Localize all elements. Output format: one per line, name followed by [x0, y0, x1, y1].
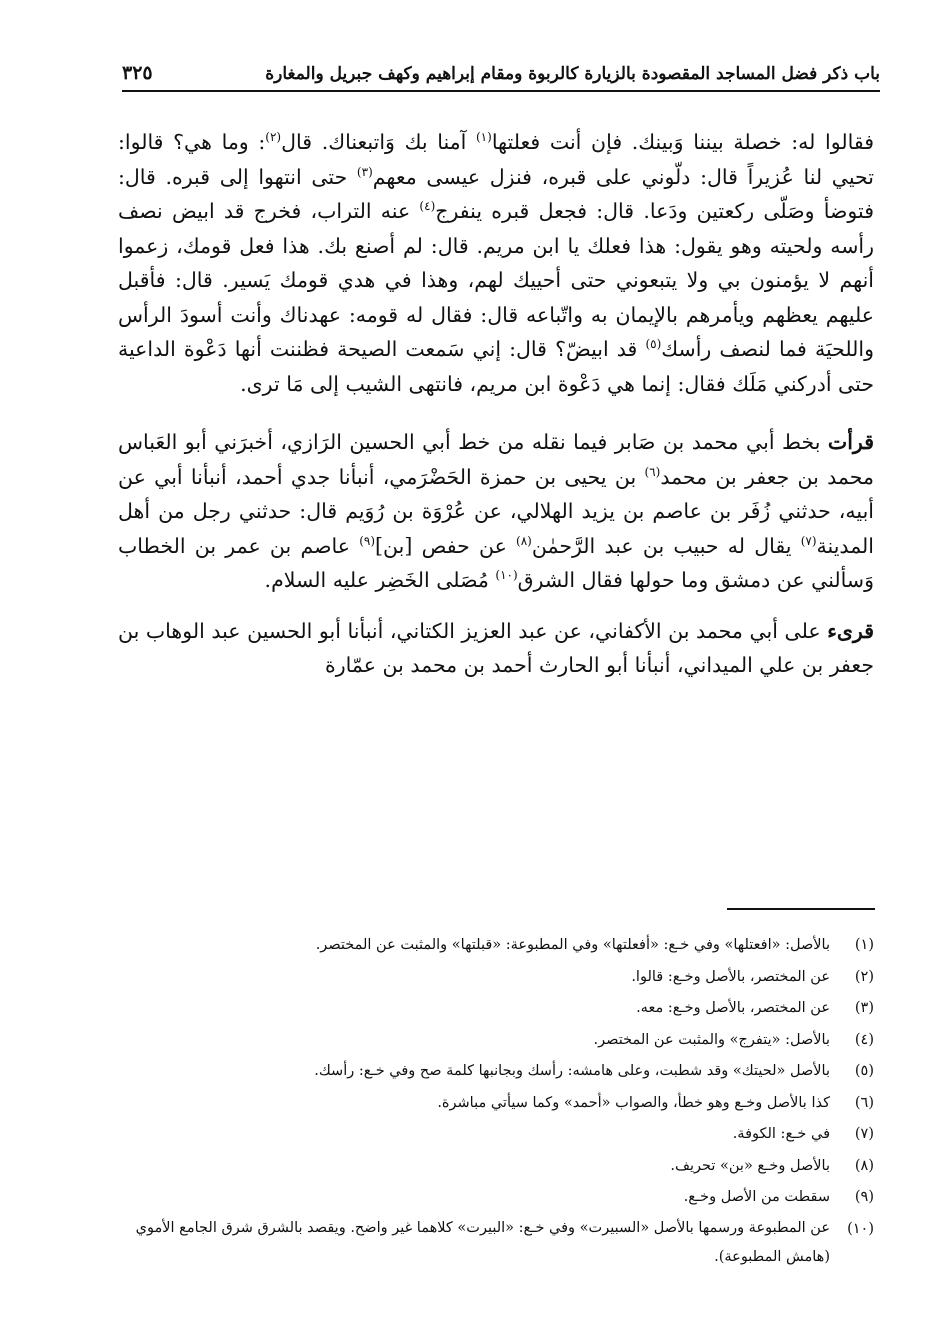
- footnote-ref: (٦): [644, 464, 661, 479]
- text-run: عن حفص [بن]: [375, 533, 517, 558]
- footnote-ref: (٧): [800, 533, 817, 548]
- footnote-ref: (٣): [356, 164, 373, 179]
- footnote-number: (١): [854, 937, 874, 953]
- footnote-item: [118, 962, 874, 994]
- paragraph-3: [118, 614, 874, 683]
- footnote-item: [118, 1025, 874, 1057]
- text-run: فقالوا له: خصلة بيننا وَبينك. فإن أنت فعلتها: [491, 130, 874, 154]
- footnote-item: [118, 1119, 874, 1151]
- footnote-number: (٥): [854, 1063, 874, 1079]
- text-run: عاصم بن عمر بن الخطاب وَسألني عن دمشق وما حولها فقال الشرق: [118, 533, 874, 592]
- page-number: ٣٢٥: [122, 62, 153, 84]
- footnote-ref: (٨): [516, 533, 532, 548]
- text-run: يقال له حبيب بن عبد الرَّحمٰن: [531, 533, 801, 558]
- main-text: [118, 125, 874, 699]
- footnote-item: [118, 993, 874, 1025]
- paragraph-1: [118, 125, 874, 401]
- footnote-number: (٢): [854, 968, 874, 985]
- footnote-number: (٩): [854, 1189, 874, 1205]
- text-run: على أبي محمد بن الأكفاني، عن عبد العزيز الكتاني، أنبأنا أبو الحسين عبد الوهاب بن جعفر بن علي الميداني، أنبأنا أبو الحارث أحمد بن محمد بن عمّارة: [118, 618, 874, 677]
- footnote-ref: (٩): [359, 533, 376, 548]
- footnote-ref: (٢): [265, 130, 282, 145]
- paragraph-lead-word: قرأت: [827, 430, 874, 454]
- text-run: حتى انتهوا إلى قبره. قال: فتوضأ وصَلّى ركعتين ودَعا. قال: فجعل قبره ينفرج: [118, 164, 874, 223]
- footnote-number: (٨): [854, 1157, 874, 1174]
- chapter-title: باب ذكر فضل المساجد المقصودة بالزيارة كالربوة ومقام إبراهيم وكهف جبريل والمغارة: [265, 64, 880, 84]
- footnote-text: بالأصل وخـع «بن» تحريف.: [670, 1157, 830, 1174]
- footnote-item: [118, 930, 874, 962]
- text-run: آمنا بك وَاتبعناك. قال: [281, 130, 476, 154]
- footnote-text: بالأصل: «يتفرج» والمثبت عن المختصر.: [593, 1031, 830, 1048]
- footnote-text: عن المطبوعة ورسمها بالأصل «السبيرت» وفي خـع: «البيرت» كلاهما غير واضح. ويقصد بالشرق شرق الجامع الأموي (هامش المطبوعة).: [135, 1219, 830, 1265]
- footnote-ref: (١): [475, 130, 492, 145]
- footnote-text: بالأصل «لحيتك» وقد شطبت، وعلى هامشه: رأسك وبجانبها كلمة صح وفي خـع: رأسك.: [314, 1063, 830, 1079]
- text-run: بن يحيى بن حمزة الحَضْرَمي، أنبأنا جدي أحمد، أنبأنا أبي عن أبيه، حدثني زُفَر بن عاصم بن يزيد الهلالي، عن عُرْوَة بن رُوَيم قال: حدثني رجل من أهل المدينة: [118, 464, 874, 558]
- footnotes-section: [118, 930, 874, 1272]
- text-run: بخط أبي محمد بن صَابر فيما نقله من خط أبي الحسين الرَازي، أخبرَني أبو العَباس محمد بن جعفر بن محمد: [118, 430, 874, 489]
- footnote-item: [118, 1182, 874, 1214]
- footnote-number: (٣): [854, 1000, 874, 1016]
- footnote-item: [118, 1214, 874, 1272]
- text-run: مُصَلى الخَضِر عليه السلام.: [264, 568, 496, 592]
- footnote-number: (١٠): [847, 1220, 874, 1237]
- footnote-number: (٤): [854, 1031, 874, 1048]
- footnote-text: بالأصل: «افعتلها» وفي خـع: «أفعلتها» وفي المطبوعة: «قبلتها» والمثبت عن المختصر.: [315, 937, 830, 953]
- footnote-text: عن المختصر، بالأصل وخـع: معه.: [636, 1000, 830, 1016]
- footnote-number: (٦): [854, 1094, 874, 1111]
- footnote-text: في خـع: الكوفة.: [732, 1126, 830, 1142]
- footnote-item: [118, 1088, 874, 1120]
- footnote-ref: (٥): [645, 337, 662, 352]
- footnote-text: عن المختصر، بالأصل وخـع: قالوا.: [631, 968, 830, 985]
- footnote-item: [118, 1056, 874, 1088]
- footnote-number: (٧): [854, 1126, 874, 1142]
- paragraph-2: [118, 425, 874, 598]
- footnote-ref: (١٠): [495, 568, 518, 583]
- running-header: [122, 62, 880, 92]
- text-run: قد ابيضّ؟ قال: إني سَمعت الصيحة فظننت أنها دَعْوة الداعية حتى أدركني مَلَك فقال: إنما هي دَعْوة ابن مريم، فانتهى الشيب إلى مَا ترى.: [118, 337, 874, 396]
- text-run: : وما هي؟ قالوا: تحيي لنا عُزيراً قال: دلّوني على قبره، فنزل عيسى معهم: [118, 130, 874, 189]
- footnote-ref: (٤): [419, 199, 436, 214]
- text-run: عنه التراب، فخرج قد ابيض نصف رأسه ولحيته وهو يقول: هذا فعلك يا ابن مريم. قال: لم أصنع بك. هذا فعل قومك، زعموا أنهم لا يؤمنون بي ولا يتبعوني حتى أحييك لهم، وهذا في هدي قومك يَسير. قال: فأقبل عليهم يعظهم ويأمرهم بالإيمان به واتّباعه قال: فقال له قومه: عهدناك وأنت أسودَ الرأس واللحيَة فما لنصف رأسك: [118, 199, 874, 361]
- footnote-text: سقطت من الأصل وخـع.: [683, 1189, 830, 1205]
- paragraph-lead-word: قرىء: [827, 618, 874, 643]
- footnote-text: كذا بالأصل وخـع وهو خطأ، والصواب «أحمد» وكما سيأتي مباشرة.: [437, 1094, 830, 1111]
- footnote-item: [118, 1151, 874, 1183]
- footnote-divider: [727, 908, 875, 910]
